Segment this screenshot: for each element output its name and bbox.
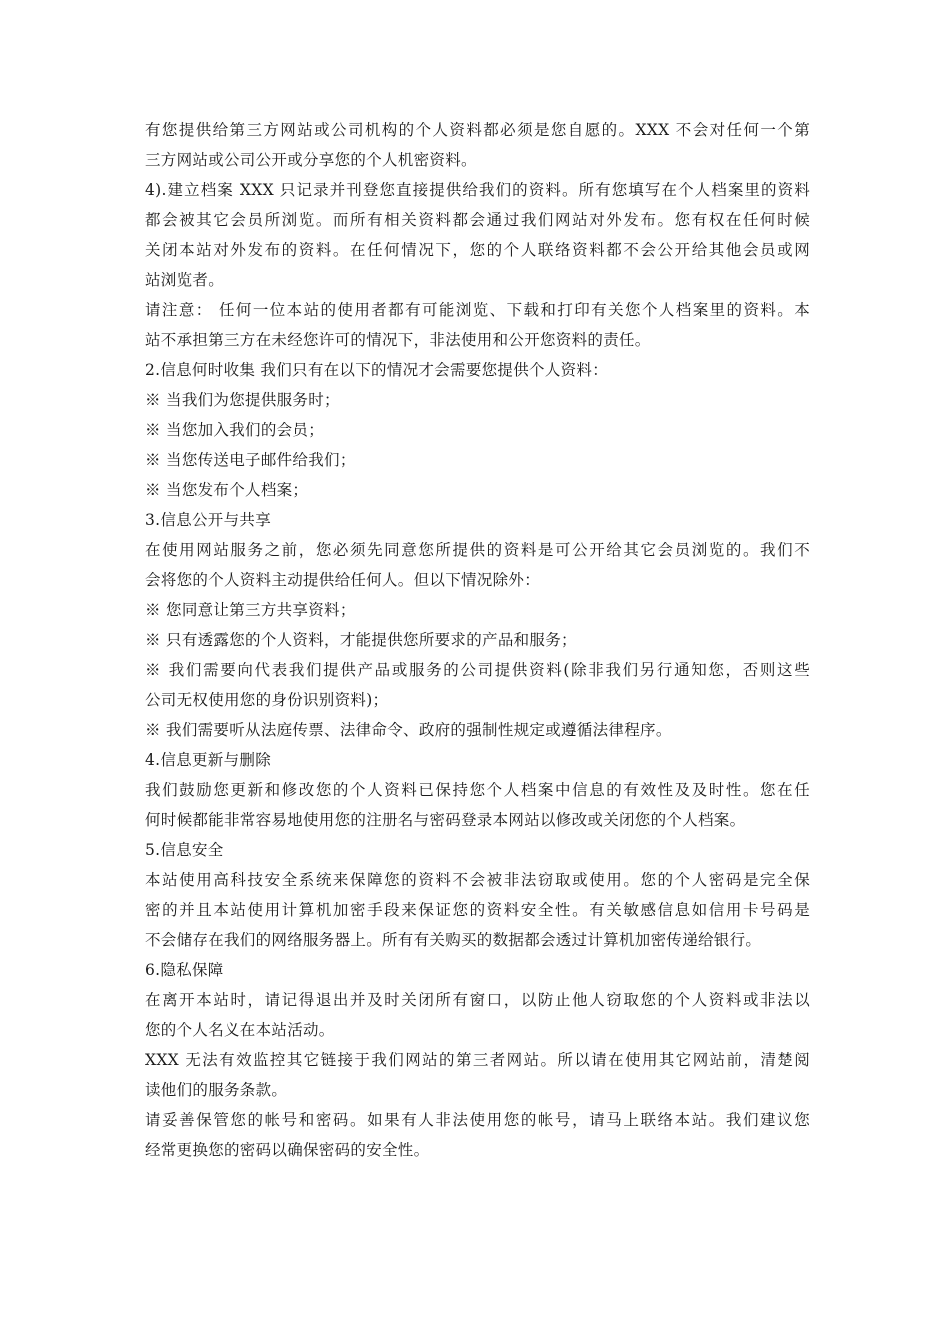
text-line: ※ 您同意让第三方共享资料； [145,601,356,619]
text-line: ※ 只有透露您的个人资料，才能提供您所要求的产品和服务； [145,631,577,649]
text-line: 何时候都能非常容易地使用您的注册名与密码登录本网站以修改或关闭您的个人档案。 [145,811,746,829]
text-line: 5.信息安全 [145,841,224,859]
text-line: 您的个人名义在本站活动。 [145,1021,335,1039]
text-line: 请注意： 任何一位本站的使用者都有可能浏览、下载和打印有关您个人档案里的资料。本 [145,301,810,319]
text-line: ※ 当您发布个人档案； [145,481,309,499]
text-line: 4).建立档案 XXX 只记录并刊登您直接提供给我们的资料。所有您填写在个人档案里的资料 [145,181,810,199]
text-line: 站不承担第三方在未经您许可的情况下，非法使用和公开您资料的责任。 [145,331,651,349]
text-line: 三方网站或公司公开或分享您的个人机密资料。 [145,151,477,169]
text-line: 我们鼓励您更新和修改您的个人资料已保持您个人档案中信息的有效性及及时性。您在任 [145,781,810,799]
text-line: 3.信息公开与共享 [145,511,271,529]
text-line: ※ 我们需要听从法庭传票、法律命令、政府的强制性规定或遵循法律程序。 [145,721,672,739]
text-line: 站浏览者。 [145,271,225,289]
text-line: 本站使用高科技安全系统来保障您的资料不会被非法窃取或使用。您的个人密码是完全保 [145,871,810,889]
text-line: 在使用网站服务之前，您必须先同意您所提供的资料是可公开给其它会员浏览的。我们不 [145,541,810,559]
text-line: 公司无权使用您的身份识别资料)； [145,691,389,709]
text-line: 有您提供给第三方网站或公司机构的个人资料都必须是您自愿的。XXX 不会对任何一个第 [145,121,810,139]
text-line: ※ 当您加入我们的会员； [145,421,325,439]
text-line: 都会被其它会员所浏览。而所有相关资料都会通过我们网站对外发布。您有权在任何时候 [145,211,810,229]
text-line: XXX 无法有效监控其它链接于我们网站的第三者网站。所以请在使用其它网站前，清楚阅 [145,1051,810,1069]
text-line: ※ 当我们为您提供服务时； [145,391,340,409]
text-line: 请妥善保管您的帐号和密码。如果有人非法使用您的帐号，请马上联络本站。我们建议您 [145,1111,810,1129]
text-line: 经常更换您的密码以确保密码的安全性。 [145,1141,430,1159]
text-line: 2.信息何时收集 我们只有在以下的情况才会需要您提供个人资料： [145,361,609,379]
text-line: 读他们的服务条款。 [145,1081,288,1099]
text-line: 关闭本站对外发布的资料。在任何情况下，您的个人联络资料都不会公开给其他会员或网 [145,241,810,259]
text-line: ※ 当您传送电子邮件给我们； [145,451,356,469]
document-body [145,115,810,1165]
text-line: 在离开本站时，请记得退出并及时关闭所有窗口，以防止他人窃取您的个人资料或非法以 [145,991,810,1009]
text-line: 会将您的个人资料主动提供给任何人。但以下情况除外： [145,571,541,589]
text-line: 密的并且本站使用计算机加密手段来保证您的资料安全性。有关敏感信息如信用卡号码是 [145,901,810,919]
text-line: ※ 我们需要向代表我们提供产品或服务的公司提供资料(除非我们另行通知您，否则这些 [145,661,810,679]
text-line: 不会储存在我们的网络服务器上。所有有关购买的数据都会透过计算机加密传递给银行。 [145,931,762,949]
text-line: 6.隐私保障 [145,961,224,979]
text-line: 4.信息更新与删除 [145,751,271,769]
